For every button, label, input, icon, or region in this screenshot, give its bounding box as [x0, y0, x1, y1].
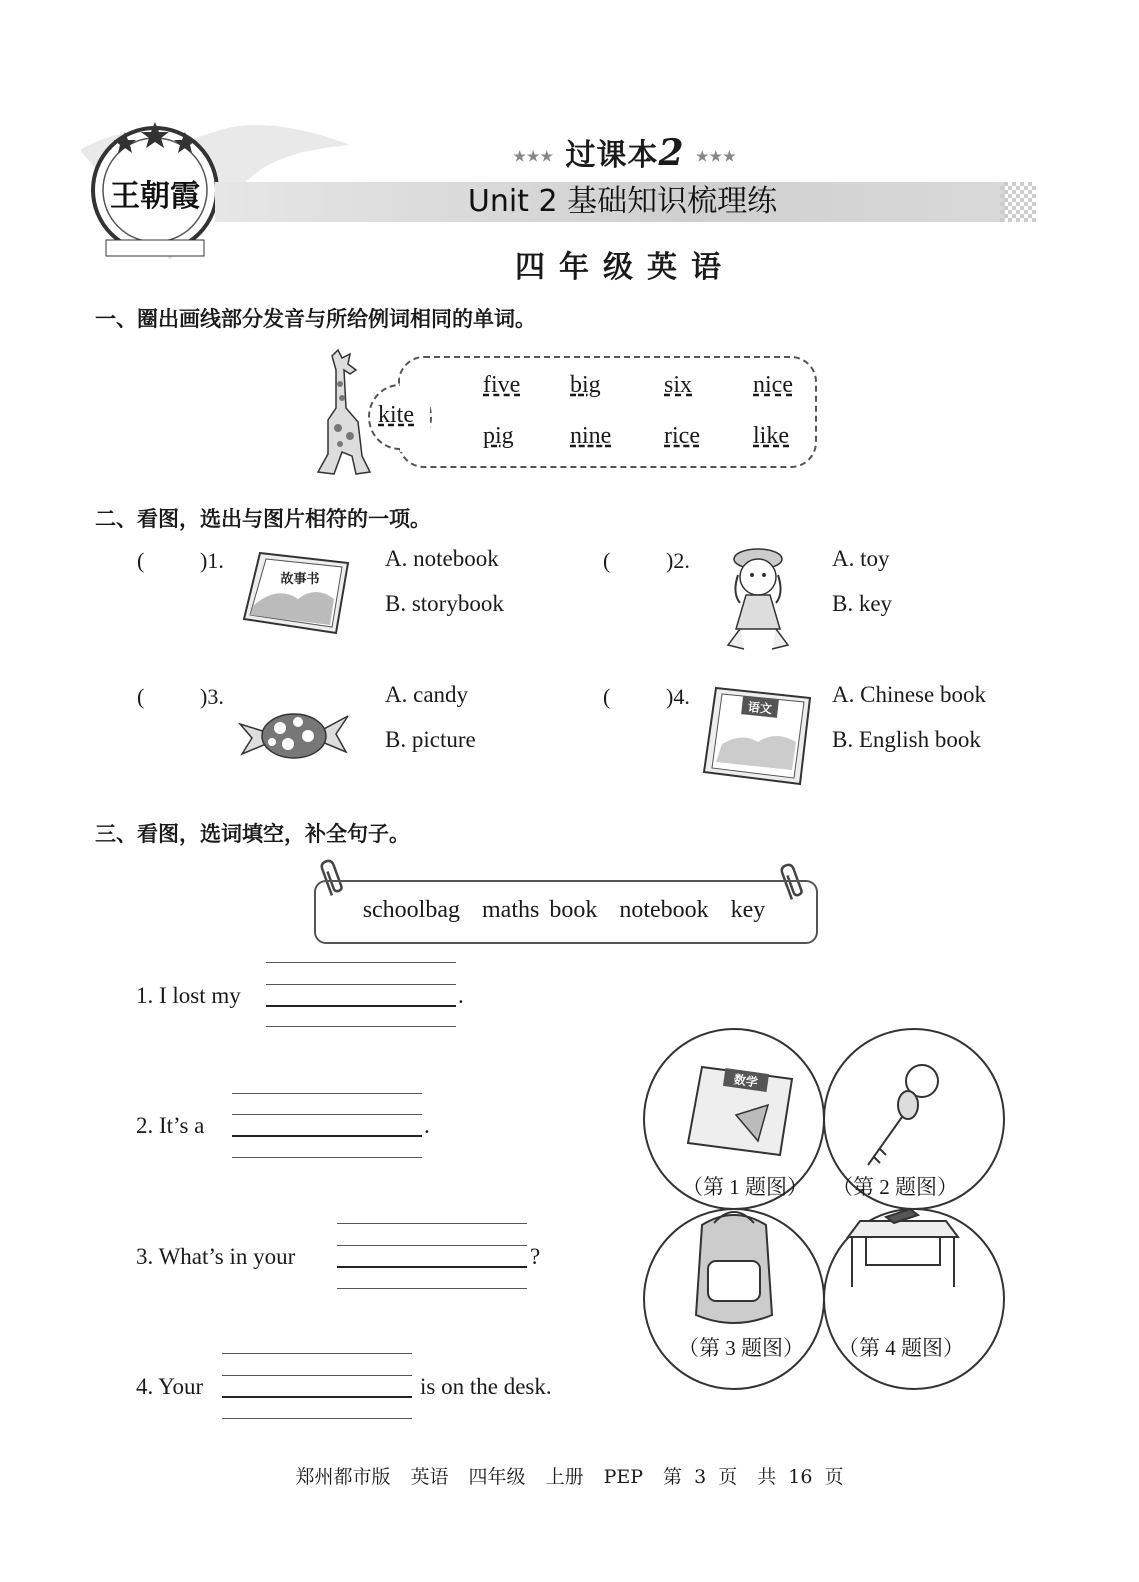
- answer-paren-close: ): [666, 548, 674, 573]
- word-option[interactable]: like: [753, 423, 789, 449]
- sentence-1-suffix: .: [458, 983, 464, 1008]
- maths-book-label: 数学: [732, 1072, 759, 1090]
- word-bank-item: key: [730, 897, 766, 923]
- sentence-3-suffix: ?: [530, 1244, 541, 1269]
- caption-1: （第 1 题图）: [682, 1175, 808, 1199]
- sentence-2-suffix: .: [424, 1113, 430, 1138]
- answer-blank-3[interactable]: [337, 1266, 527, 1268]
- answer-blank-2[interactable]: [232, 1135, 422, 1137]
- sentence-3-prefix: 3. What’s in your: [136, 1244, 296, 1269]
- q4-option-a[interactable]: A. Chinese book: [832, 682, 986, 707]
- series-title: [500, 130, 750, 174]
- word-option[interactable]: nine: [570, 423, 612, 449]
- answer-paren-close: ): [200, 684, 208, 709]
- answer-blank-1[interactable]: [266, 1005, 456, 1007]
- answer-blank-4[interactable]: [222, 1396, 412, 1398]
- answer-slot-4[interactable]: [616, 682, 666, 712]
- page-footer: [0, 1462, 1139, 1489]
- answer-paren-close: ): [200, 548, 208, 573]
- word-bank-item: maths book: [482, 897, 598, 923]
- schoolbag-image: [696, 1212, 772, 1323]
- answer-paren-open: (: [603, 548, 611, 573]
- word-option[interactable]: nice: [753, 372, 793, 398]
- writing-guide-line: [232, 1157, 422, 1158]
- part2-title: 二、看图，选出与图片相符的一项。: [95, 507, 431, 531]
- word-option[interactable]: big: [570, 372, 601, 398]
- writing-guide-line: [266, 962, 456, 963]
- caption-2: （第 2 题图）: [832, 1175, 958, 1199]
- word-option[interactable]: pig: [483, 423, 514, 449]
- series-number: 2: [658, 132, 685, 174]
- q1-option-a[interactable]: A. notebook: [385, 546, 499, 571]
- footer-volume: 上册: [545, 1466, 584, 1488]
- writing-guide-line: [337, 1223, 527, 1224]
- q3-number: [200, 684, 224, 710]
- footer-grade: 四年级: [468, 1466, 526, 1488]
- q4-num: 4.: [673, 684, 690, 709]
- footer-textbook: PEP: [603, 1466, 644, 1488]
- sentence-4-suffix: is on the desk.: [420, 1374, 552, 1399]
- answer-slot-2[interactable]: [616, 546, 666, 576]
- grade-subject: 四年级英语: [515, 250, 735, 285]
- example-word: kite: [378, 402, 414, 428]
- series-stars-left: ★★★: [513, 149, 555, 165]
- writing-guide-line: [222, 1418, 412, 1419]
- writing-guide-line: [232, 1114, 422, 1115]
- writing-guide-line: [266, 1026, 456, 1027]
- word-option[interactable]: five: [483, 372, 521, 398]
- word-bank-item: notebook: [619, 897, 709, 923]
- footer-edition: 郑州都市版: [295, 1466, 391, 1488]
- sentence-2-prefix: 2. It’s a: [136, 1113, 205, 1138]
- word-option[interactable]: six: [664, 372, 693, 398]
- writing-guide-line: [337, 1245, 527, 1246]
- footer-page: 第 3 页: [663, 1466, 738, 1488]
- q1-number: [200, 548, 224, 574]
- q2-number: [666, 548, 690, 574]
- footer-subject: 英语: [410, 1466, 449, 1488]
- q2-option-b[interactable]: B. key: [832, 591, 893, 616]
- part1-title: 一、圈出画线部分发音与所给例词相同的单词。: [95, 307, 536, 331]
- writing-guide-line: [222, 1353, 412, 1354]
- word-bank-item: schoolbag: [362, 897, 460, 923]
- writing-guide-line: [337, 1288, 527, 1289]
- maths-book-image: [688, 1067, 792, 1155]
- answer-paren-open: (: [137, 684, 145, 709]
- chinese-book-label: 语文: [747, 699, 773, 717]
- q2-option-a[interactable]: A. toy: [832, 546, 890, 571]
- part3-title: 三、看图，选词填空，补全句子。: [95, 822, 410, 846]
- q1-option-b[interactable]: B. storybook: [385, 591, 504, 616]
- q2-num: 2.: [673, 548, 690, 573]
- q3-num: 3.: [207, 684, 224, 709]
- writing-guide-line: [232, 1093, 422, 1094]
- word-option[interactable]: rice: [664, 423, 700, 449]
- chinese-book-image: [702, 684, 814, 788]
- storybook-label: 故事书: [280, 572, 320, 587]
- answer-paren-open: (: [603, 684, 611, 709]
- answer-slot-1[interactable]: [150, 546, 200, 576]
- series-title-text: 过课本: [565, 138, 659, 173]
- word-bank: [314, 880, 814, 940]
- caption-4: （第 4 题图）: [838, 1336, 964, 1360]
- answer-paren-close: ): [666, 684, 674, 709]
- q3-option-b[interactable]: B. picture: [385, 727, 476, 752]
- answer-paren-open: (: [137, 548, 145, 573]
- q1-num: 1.: [207, 548, 224, 573]
- sentence-4-prefix: 4. Your: [136, 1374, 204, 1399]
- doll-image: [718, 545, 800, 655]
- caption-3: （第 3 题图）: [678, 1336, 804, 1360]
- q4-number: [666, 684, 690, 710]
- writing-guide-line: [266, 984, 456, 985]
- q3-option-a[interactable]: A. candy: [385, 682, 469, 707]
- series-stars-right: ★★★: [695, 149, 737, 165]
- candy-image: [236, 706, 352, 766]
- unit-title: Unit 2 基础知识梳理练: [467, 184, 778, 219]
- writing-guide-line: [222, 1375, 412, 1376]
- storybook-image: [238, 545, 353, 635]
- q4-option-b[interactable]: B. English book: [832, 727, 981, 752]
- answer-slot-3[interactable]: [150, 682, 200, 712]
- footer-total-pages: 共 16 页: [757, 1466, 844, 1488]
- logo-text: 王朝霞: [110, 179, 200, 214]
- sentence-1-prefix: 1. I lost my: [136, 983, 241, 1008]
